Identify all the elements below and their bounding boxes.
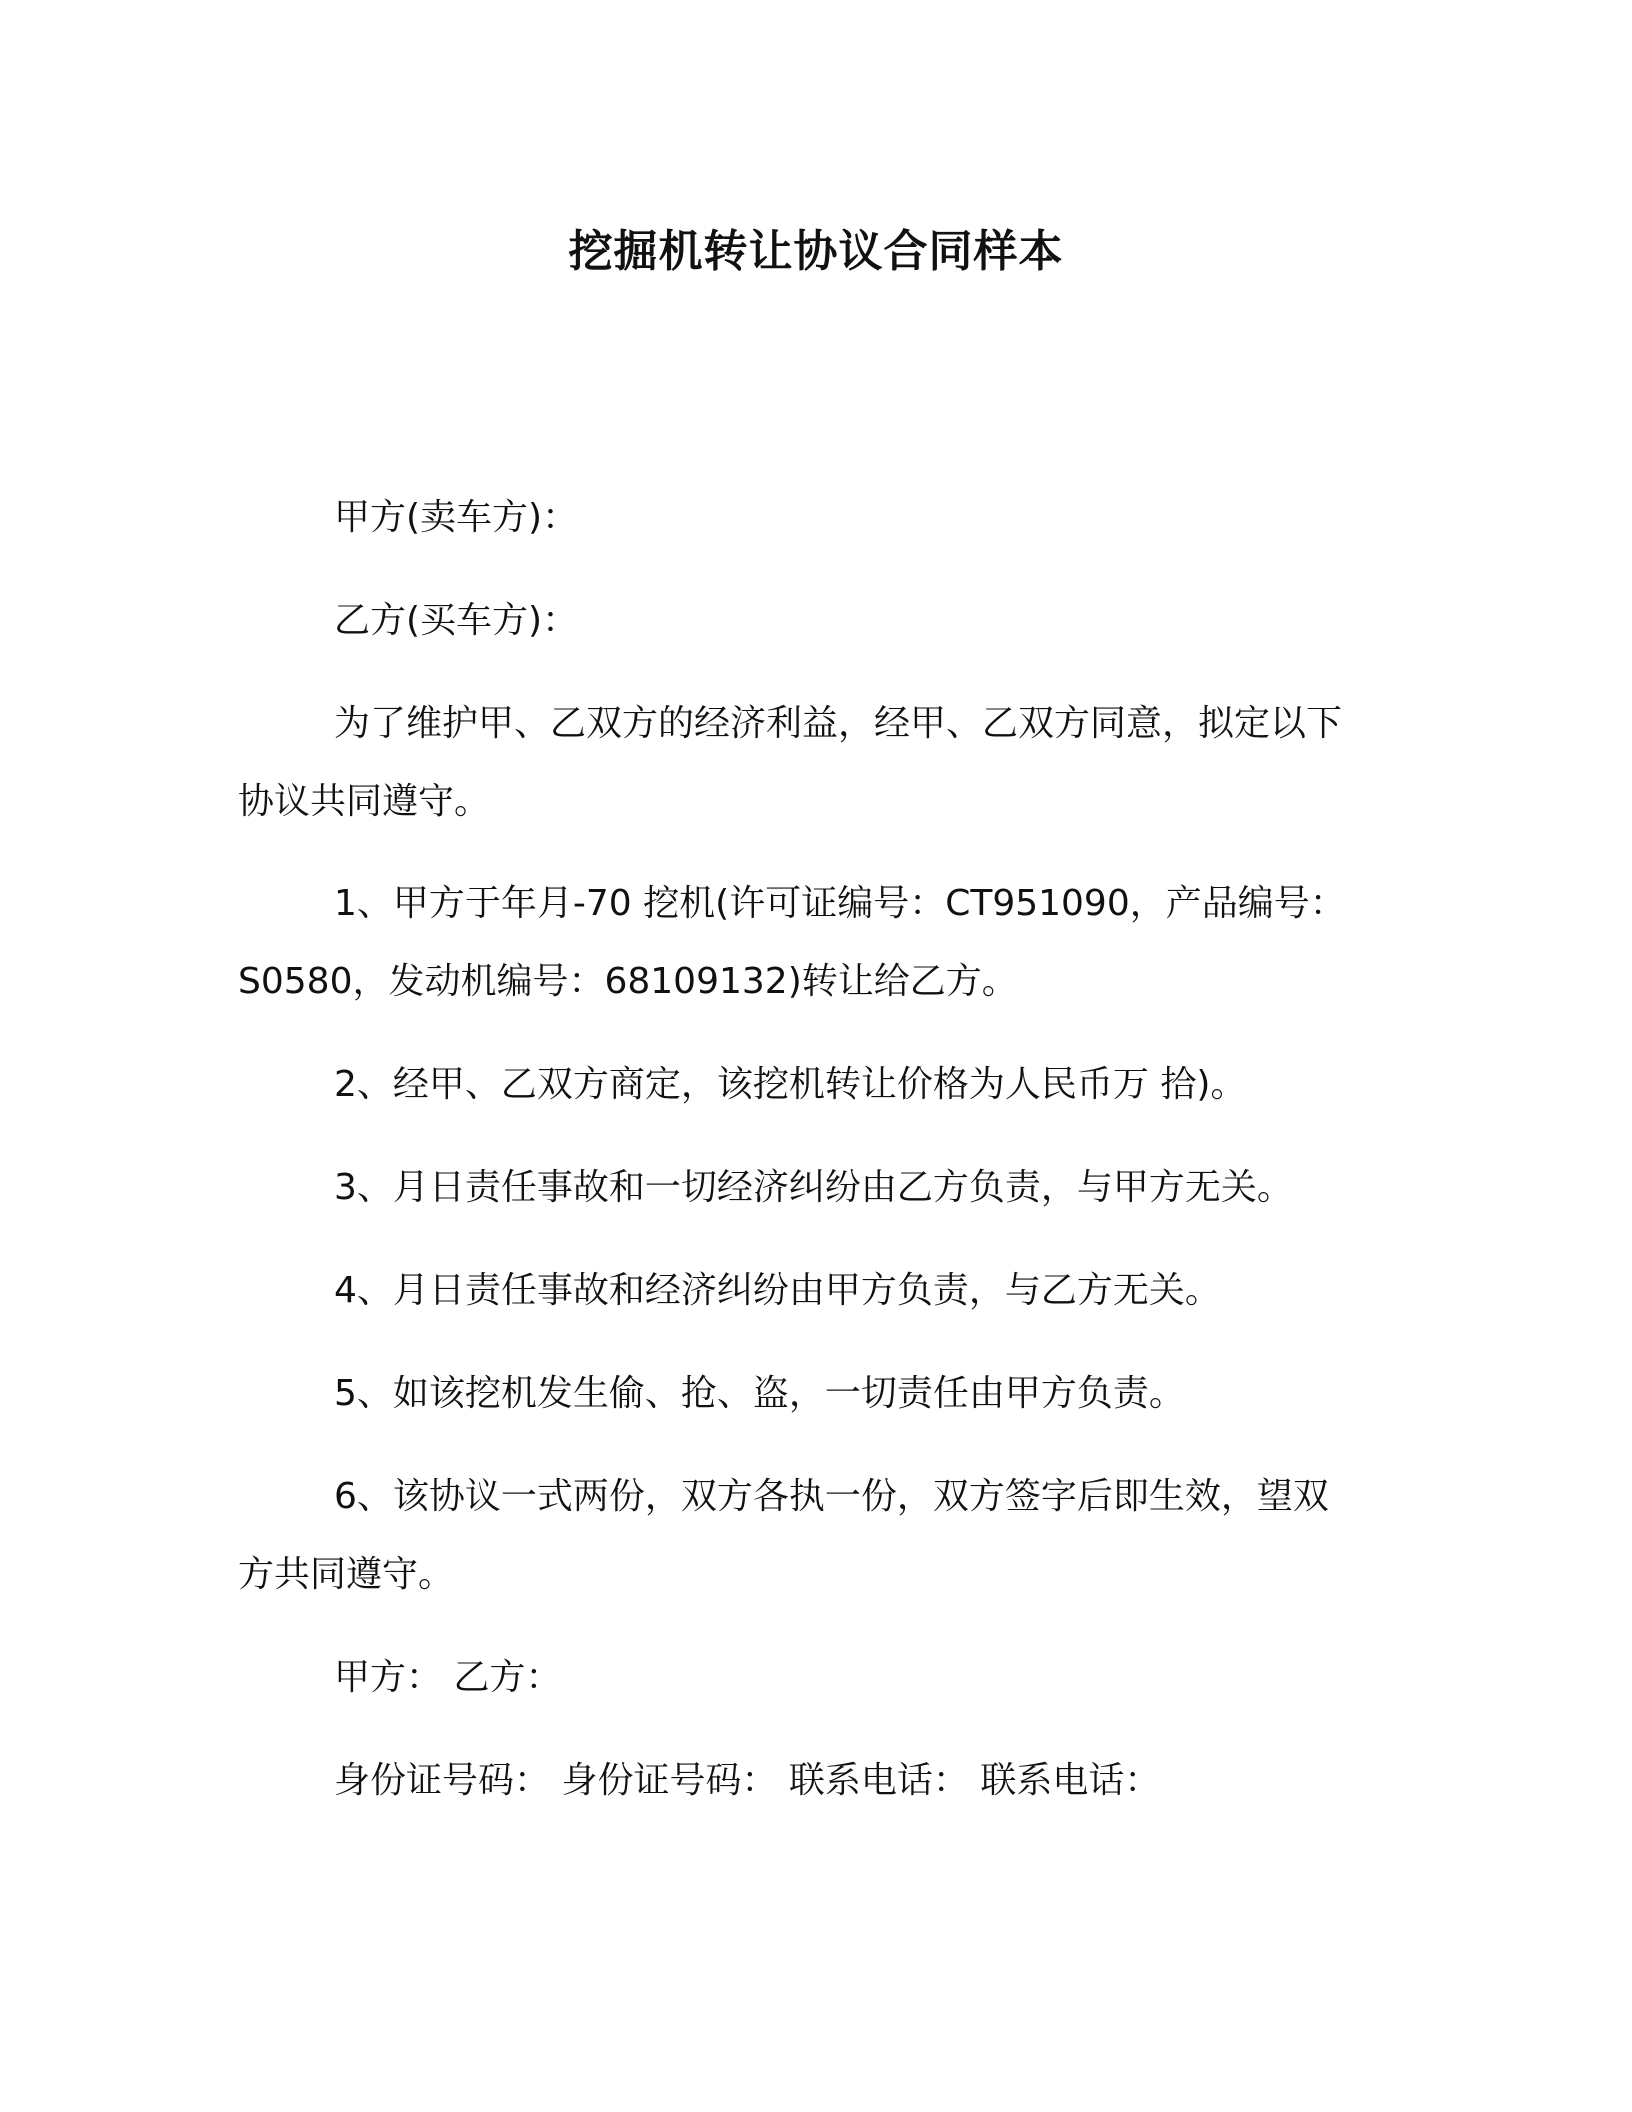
clause-2-line: 2、经甲、乙双方商定，该挖机转让价格为人民币万 拾)。 [334, 1064, 1247, 1105]
id-contact-line: 身份证号码： 身份证号码： 联系电话： 联系电话： [334, 1760, 1161, 1801]
preamble-line-2: 协议共同遵守。 [238, 781, 491, 822]
document-title: 挖掘机转让协议合同样本 [568, 226, 1064, 277]
preamble-line-1: 为了维护甲、乙双方的经济利益，经甲、乙双方同意，拟定以下 [334, 703, 1343, 744]
party-a-seller-line: 甲方(卖车方)： [334, 497, 579, 538]
party-b-buyer-line: 乙方(买车方)： [334, 600, 579, 641]
clause-3-line: 3、月日责任事故和一切经济纠纷由乙方负责，与甲方无关。 [334, 1167, 1293, 1208]
clause-5-line: 5、如该挖机发生偷、抢、盗，一切责任由甲方负责。 [334, 1373, 1185, 1414]
clause-1-line-2: S0580，发动机编号：68109132)转让给乙方。 [238, 961, 1018, 1002]
clause-4-line: 4、月日责任事故和经济纠纷由甲方负责，与乙方无关。 [334, 1270, 1221, 1311]
clause-6-line-1: 6、该协议一式两份，双方各执一份，双方签字后即生效，望双 [334, 1476, 1329, 1517]
clause-1-line-1: 1、甲方于年月-70 挖机(许可证编号：CT951090，产品编号： [334, 883, 1346, 924]
clause-6-line-2: 方共同遵守。 [238, 1554, 455, 1595]
signature-parties-line: 甲方： 乙方： [334, 1657, 562, 1698]
